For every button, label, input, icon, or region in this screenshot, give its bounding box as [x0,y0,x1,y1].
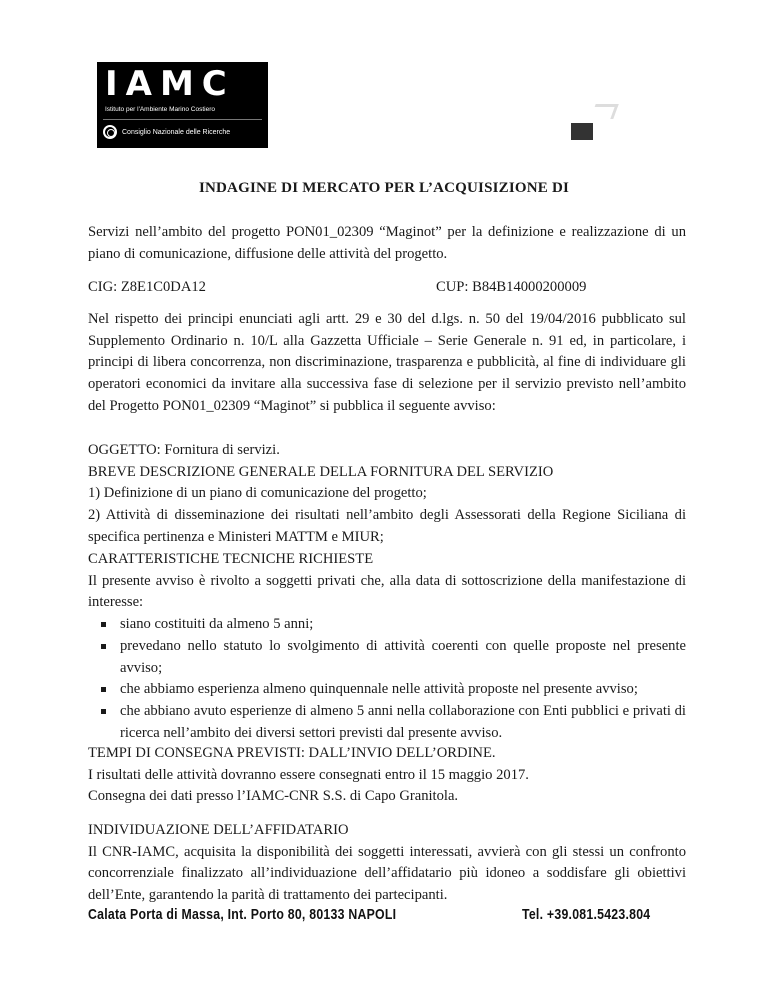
logo-cnr [103,119,262,144]
list-item: siano costituiti da almeno 5 anni; [88,614,686,636]
cnr-emblem-icon [103,125,117,139]
logo-mark: IAMC [105,64,235,104]
logo-cnr-label: Consiglio Nazionale delle Ricerche [122,128,231,136]
footer-phone: Tel. +39.081.5423.804 [522,906,651,923]
cup-code: CUP: B84B14000200009 [436,279,587,295]
individuazione-heading: INDIVIDUAZIONE DELL’AFFIDATARIO [88,822,349,838]
oggetto-section [88,440,686,549]
scan-mark [571,123,593,140]
page-title: INDAGINE DI MERCATO PER L’ACQUISIZIONE DI [198,180,570,196]
scan-artifact [590,104,618,119]
caratteristiche-section [88,549,686,744]
oggetto-item-2: 2) Attività di disseminazione dei risultati nell’ambito degli Assessorati della Regione Siciliana di specifica pertinenza e Ministeri MATTM e MIUR; [88,507,686,545]
individuazione-section [88,820,686,907]
tempi-deadline: I risultati delle attività dovranno essere consegnati entro il 15 maggio 2017. [88,766,529,783]
individuazione-text: Il CNR-IAMC, acquisita la disponibilità dei soggetti interessati, avvierà con gli stessi un confronto concorrenziale finalizzato all’individuazione dell’affidatario più idoneo a soddisfare gli obiettivi dell’Ente, garantendo la parità di trattamento dei partecipanti. [88,843,686,904]
iamc-logo [97,62,268,148]
list-item: che abbiamo esperienza almeno quinquennale nelle attività proposte nel presente avviso; [88,679,686,701]
preamble-paragraph: Nel rispetto dei principi enunciati agli artt. 29 e 30 del d.lgs. n. 50 del 19/04/2016 pubblicato sul Supplemento Ordinario n. 10/L alla Gazzetta Ufficiale – Serie Generale n. 91 ed, in particolare, i principi di libera concorrenza, non discriminazione, trasparenza e pubblicità, al fine di individuare gli operatori economici da invitare alla successiva fase di selezione per il servizio previsto nell’ambito del Progetto PON01_02309 “Maginot” si pubblica il seguente avviso: [88,311,686,414]
bullet-icon [101,644,106,649]
bullet-icon [101,622,106,627]
cig-code: CIG: Z8E1C0DA12 [88,279,206,295]
codes-row [88,277,686,299]
tempi-section [88,743,686,808]
tempi-heading: TEMPI DI CONSEGNA PREVISTI: DALL’INVIO DELL’ORDINE. [88,745,496,761]
list-item: prevedano nello statuto lo svolgimento di attività coerenti con quelle proposte nel presente avviso; [88,636,686,679]
requirements-list [88,614,686,744]
bullet-icon [101,709,106,714]
footer-address: Calata Porta di Massa, Int. Porto 80, 80133 NAPOLI [88,906,397,923]
oggetto-heading: BREVE DESCRIZIONE GENERALE DELLA FORNITURA DEL SERVIZIO [88,463,554,480]
bullet-icon [101,687,106,692]
oggetto-line: OGGETTO: Fornitura di servizi. [88,442,280,458]
caratteristiche-intro: Il presente avviso è rivolto a soggetti privati che, alla data di sottoscrizione della manifestazione di interesse: [88,572,686,611]
tempi-location: Consegna dei dati presso l’IAMC-CNR S.S. di Capo Granitola. [88,788,459,805]
caratteristiche-heading: CARATTERISTICHE TECNICHE RICHIESTE [88,551,374,567]
oggetto-item-1: 1) Definizione di un piano di comunicazione del progetto; [88,485,427,502]
intro-paragraph: Servizi nell’ambito del progetto PON01_02309 “Maginot” per la definizione e realizzazione di un piano di comunicazione, diffusione delle attività del progetto. [88,224,686,262]
list-item: che abbiano avuto esperienze di almeno 5 anni nella collaborazione con Enti pubblici e privati di ricerca nell’ambito dei diversi settori previsti dal presente avviso. [88,701,686,744]
logo-subtitle: Istituto per l'Ambiente Marino Costiero [105,106,215,113]
